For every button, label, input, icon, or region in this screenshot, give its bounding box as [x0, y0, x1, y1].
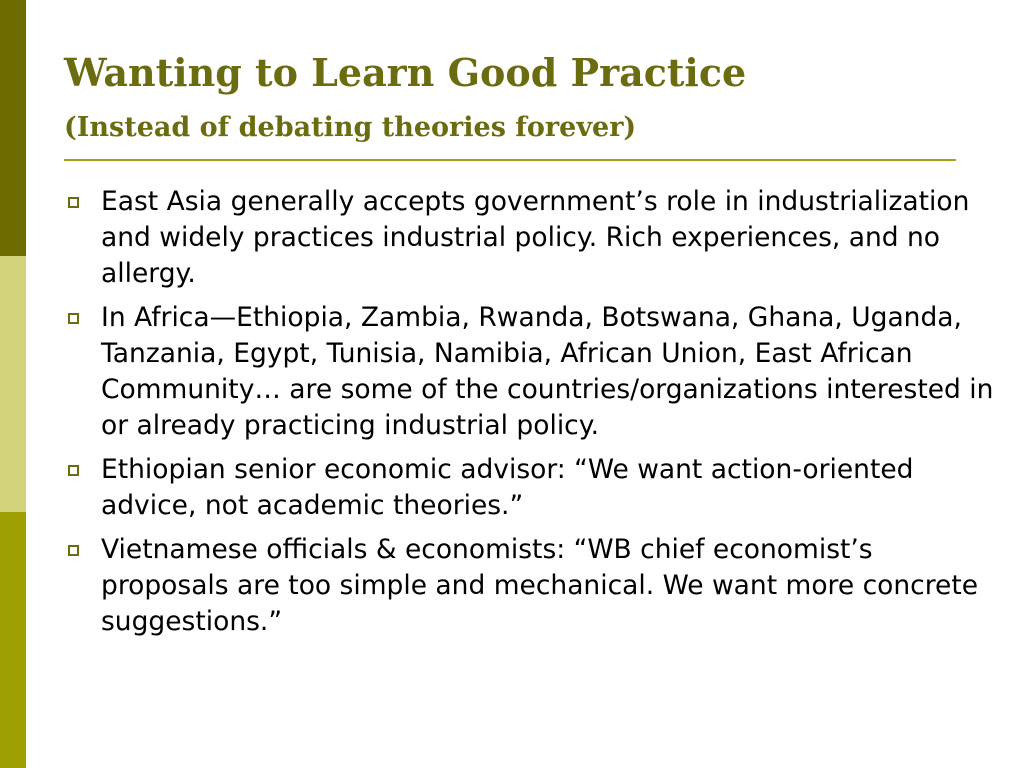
bullet-list: [64, 184, 1004, 648]
bullet-item: [64, 184, 1004, 292]
side-bar-top: [0, 0, 26, 256]
side-bar-middle: [0, 256, 26, 512]
bullet-text: In Africa—Ethiopia, Zambia, Rwanda, Botswana, Ghana, Uganda, Tanzania, Egypt, Tunisia, Namibia, African Union, East African Community… are some of the countries/organizations interested in or already practicing industrial policy.: [101, 302, 994, 441]
slide-title: Wanting to Learn Good Practice: [64, 50, 747, 95]
bullet-item: [64, 300, 1004, 444]
title-divider: [64, 159, 956, 161]
bullet-text: East Asia generally accepts government’s role in industrialization and widely practices industrial policy. Rich experiences, and no allergy.: [101, 186, 970, 289]
hollow-square-icon: [68, 545, 79, 556]
hollow-square-icon: [68, 197, 79, 208]
bullet-item: [64, 532, 1004, 640]
side-bar-bottom: [0, 512, 26, 768]
slide-subtitle: (Instead of debating theories forever): [64, 112, 637, 143]
hollow-square-icon: [68, 465, 79, 476]
hollow-square-icon: [68, 313, 79, 324]
bullet-item: [64, 452, 1004, 524]
bullet-text: Ethiopian senior economic advisor: “We want action-oriented advice, not academic theories.”: [101, 454, 914, 521]
bullet-text: Vietnamese officials & economists: “WB chief economist’s proposals are too simple and mechanical. We want more concrete suggestions.”: [101, 534, 979, 637]
